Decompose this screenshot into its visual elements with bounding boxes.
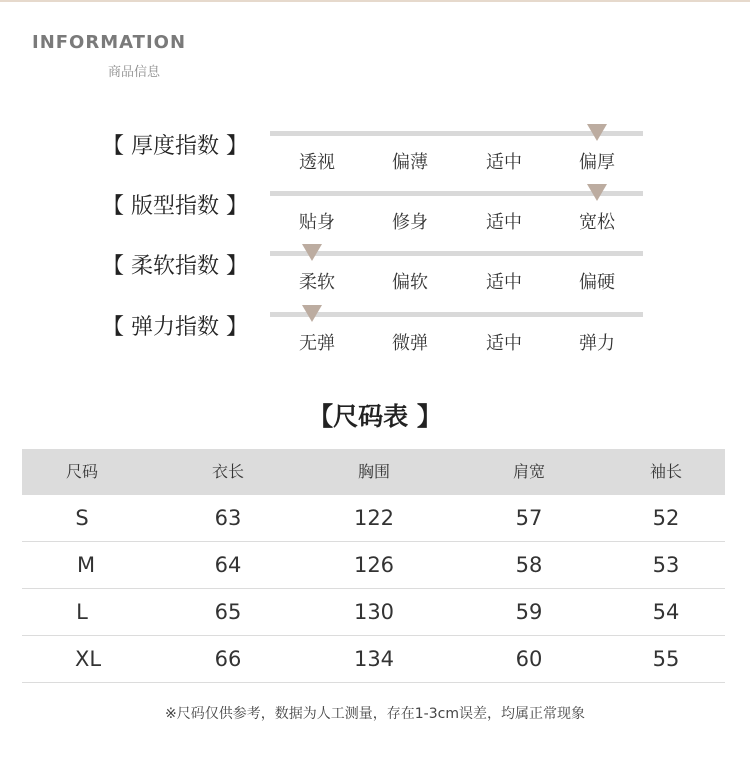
index-option: 透视: [299, 152, 335, 173]
column-header: 袖长: [649, 462, 683, 481]
table-header-row: [22, 449, 725, 495]
table-cell: L: [76, 600, 88, 624]
table-cell: 59: [515, 600, 543, 624]
index-option: 偏硬: [579, 272, 615, 293]
table-cell: 130: [353, 600, 395, 624]
index-row-fit: [0, 191, 750, 241]
size-table: [22, 449, 725, 683]
table-row: [22, 636, 725, 683]
table-cell: 65: [214, 600, 242, 624]
table-cell: 54: [652, 600, 680, 624]
index-row-thickness: [0, 131, 750, 181]
index-bar: [270, 251, 643, 256]
index-option: 无弹: [299, 333, 335, 354]
index-bar: [270, 312, 643, 317]
table-cell: 64: [214, 553, 242, 577]
column-header: 尺码: [65, 462, 99, 481]
index-marker-icon: [587, 124, 607, 141]
index-option: 适中: [486, 272, 522, 293]
column-header: 胸围: [357, 462, 391, 481]
index-option: 适中: [486, 333, 522, 354]
column-header: 衣长: [211, 462, 245, 481]
index-label: 【 版型指数 】: [102, 194, 248, 219]
index-marker-icon: [302, 305, 322, 322]
table-cell: 66: [214, 647, 242, 671]
table-cell: XL: [74, 647, 102, 671]
table-cell: S: [75, 506, 89, 530]
index-option: 适中: [486, 212, 522, 233]
table-cell: 53: [652, 553, 680, 577]
table-cell: 134: [353, 647, 395, 671]
info-subtitle: 商品信息: [108, 65, 161, 80]
table-row: [22, 589, 725, 636]
index-option: 偏软: [392, 272, 428, 293]
index-option: 微弹: [392, 333, 428, 354]
table-cell: 122: [353, 506, 395, 530]
index-option: 修身: [392, 212, 428, 233]
table-cell: 52: [652, 506, 680, 530]
index-option: 柔软: [299, 272, 335, 293]
table-cell: 63: [214, 506, 242, 530]
info-title: INFORMATION: [32, 32, 187, 53]
table-cell: M: [76, 553, 96, 577]
index-option: 偏薄: [392, 152, 428, 173]
index-row-softness: [0, 251, 750, 301]
table-cell: 58: [515, 553, 543, 577]
column-header: 肩宽: [512, 462, 546, 481]
index-option: 适中: [486, 152, 522, 173]
table-cell: 60: [515, 647, 543, 671]
size-table-title: 【尺码表 】: [308, 402, 442, 431]
index-option: 贴身: [299, 212, 335, 233]
index-option: 弹力: [579, 333, 615, 354]
table-cell: 126: [353, 553, 395, 577]
index-marker-icon: [587, 184, 607, 201]
index-option: 偏厚: [579, 152, 615, 173]
table-cell: 55: [652, 647, 680, 671]
index-label: 【 柔软指数 】: [102, 254, 248, 279]
index-option: 宽松: [579, 212, 615, 233]
table-row: [22, 542, 725, 589]
top-divider: [0, 0, 750, 2]
table-row: [22, 495, 725, 542]
index-label: 【 厚度指数 】: [102, 134, 248, 159]
index-label: 【 弹力指数 】: [102, 315, 248, 340]
index-marker-icon: [302, 244, 322, 261]
table-cell: 57: [515, 506, 543, 530]
index-row-elasticity: [0, 312, 750, 362]
size-note: ※尺码仅供参考，数据为人工测量，存在1-3cm误差，均属正常现象: [165, 706, 585, 722]
